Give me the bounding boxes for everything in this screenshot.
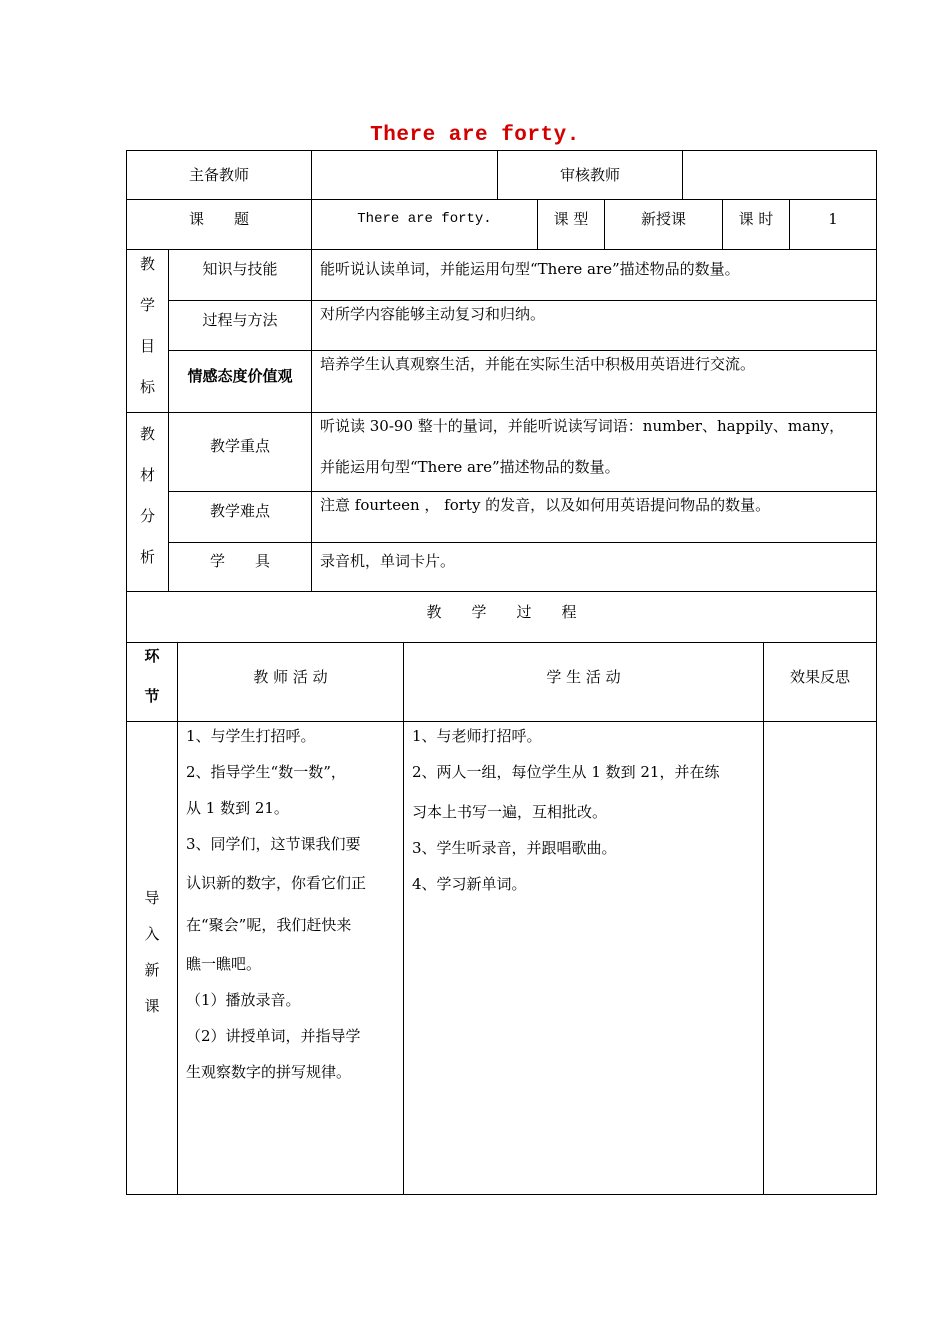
list-item: 从 1 数到 21。	[186, 799, 289, 817]
topic-label: 课 题	[188, 210, 249, 228]
review-teacher-label: 审核教师	[559, 166, 620, 184]
student-activity-list	[412, 724, 719, 908]
list-item: 生观察数字的拼写规律。	[186, 1063, 352, 1081]
list-item: 1、与老师打招呼。	[412, 727, 542, 745]
student-activity-header: 学 生 活 动	[546, 668, 621, 686]
list-item: 4、学习新单词。	[412, 875, 527, 893]
list-item: 习本上书写一遍，互相批改。	[412, 803, 608, 821]
tools-label: 学 具	[209, 552, 270, 570]
process-heading: 教 学 过 程	[426, 603, 577, 621]
attitude-text: 培养学生认真观察生活，并能在实际生活中积极用英语进行交流。	[320, 355, 756, 373]
hours-value: 1	[828, 210, 838, 228]
knowledge-text: 能听说认读单词，并能运用句型“There are”描述物品的数量。	[320, 260, 740, 278]
difficulty-text: 注意 fourteen ， forty 的发音，以及如何用英语提问物品的数量。	[320, 496, 771, 514]
hours-label: 课 时	[738, 210, 774, 228]
process-text: 对所学内容能够主动复习和归纳。	[320, 305, 546, 323]
list-item: （2）讲授单词，并指导学	[186, 1027, 361, 1045]
teacher-activity-list	[186, 724, 366, 1096]
list-item: 3、学生听录音，并跟唱歌曲。	[412, 839, 617, 857]
list-item: 瞧一瞧吧。	[186, 955, 262, 973]
process-label: 过程与方法	[202, 311, 278, 329]
topic-value: There are forty.	[357, 211, 492, 227]
list-item: 3、同学们，这节课我们要	[186, 835, 361, 853]
lesson-type-value: 新授课	[640, 210, 686, 228]
tools-text: 录音机，单词卡片。	[320, 552, 456, 570]
list-item: （1）播放录音。	[186, 991, 301, 1009]
key-point-text: 听说读 30-90 整十的量词，并能听说读写词语：number、happily、many， 并能运用句型“There are”描述物品的数量。	[320, 417, 845, 476]
objectives-group-label: 教 学 目 标	[139, 255, 155, 396]
list-item: 在“聚会”呢，我们赶快来	[186, 916, 352, 934]
difficulty-label: 教学难点	[209, 502, 270, 520]
document-title: There are forty.	[370, 124, 580, 147]
list-item: 认识新的数字，你看它们正	[186, 874, 367, 892]
reflection-header: 效果反思	[789, 668, 850, 686]
knowledge-label: 知识与技能	[202, 260, 278, 278]
attitude-label: 情感态度价值观	[187, 367, 293, 385]
analysis-group-label: 教 材 分 析	[139, 425, 155, 566]
stage-name: 导 入 新 课	[144, 889, 160, 1015]
lesson-type-label: 课 型	[553, 210, 589, 228]
key-point-label: 教学重点	[209, 437, 270, 455]
list-item: 2、指导学生“数一数”，	[186, 763, 346, 781]
list-item: 1、与学生打招呼。	[186, 727, 316, 745]
main-teacher-label: 主备教师	[188, 166, 249, 184]
teacher-activity-header: 教 师 活 动	[253, 668, 328, 686]
list-item: 2、两人一组，每位学生从 1 数到 21，并在练	[412, 763, 720, 781]
stage-column-header: 环 节	[144, 647, 160, 705]
